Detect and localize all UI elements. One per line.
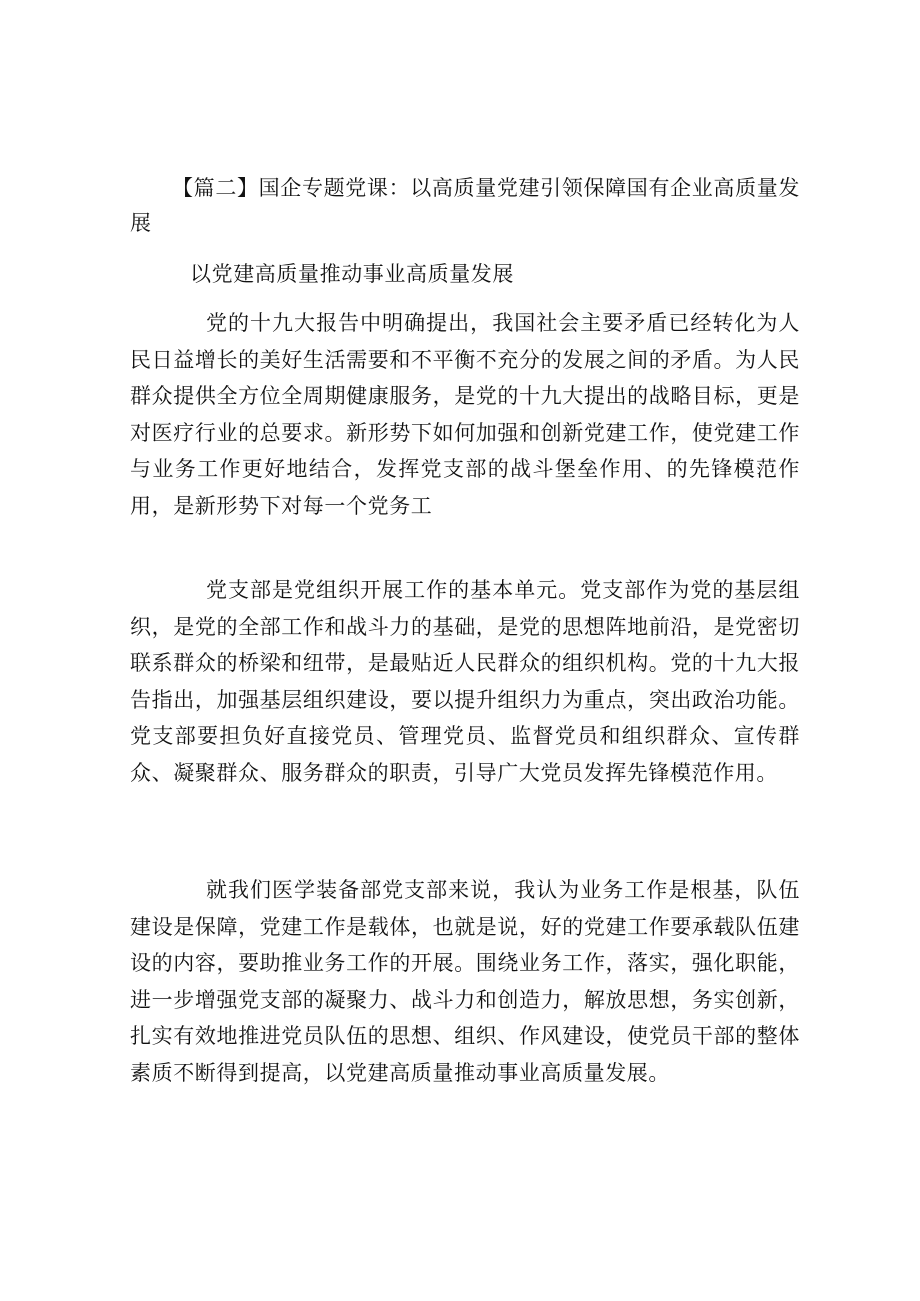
paragraph: 党支部是党组织开展工作的基本单元。党支部作为党的基层组织，是党的全部工作和战斗力的基础，是党的思想阵地前沿，是党密切联系群众的桥梁和纽带，是最贴近人民群众的组织机构。党的十九大报告指出，加强基层组织建设，要以提升组织力为重点，突出政治功能。党支部要担负好直接党员、管理党员、监督党员和组织群众、宣传群众、凝聚群众、服务群众的职责，引导广大党员发挥先锋模范作用。: [130, 578, 800, 785]
document-title: 【篇二】国企专题党课：以高质量党建引领保障国有企业高质量发展: [130, 176, 800, 235]
paragraph: 就我们医学装备部党支部来说，我认为业务工作是根基，队伍建设是保障，党建工作是载体，也就是说，好的党建工作要承载队伍建设的内容，要助推业务工作的开展。围绕业务工作，落实，强化职能，进一步增强党支部的凝聚力、战斗力和创造力，解放思想，务实创新，扎实有效地推进党员队伍的思想、组织、作风建设，使党员干部的整体素质不断得到提高，以党建高质量推动事业高质量发展。: [130, 878, 800, 1085]
document-subtitle: 以党建高质量推动事业高质量发展: [190, 262, 514, 286]
paragraph: 党的十九大报告中明确提出，我国社会主要矛盾已经转化为人民日益增长的美好生活需要和不平衡不充分的发展之间的矛盾。为人民群众提供全方位全周期健康服务，是党的十九大提出的战略目标，更是对医疗行业的总要求。新形势下如何加强和创新党建工作，使党建工作与业务工作更好地结合，发挥党支部的战斗堡垒作用、的先锋模范作用，是新形势下对每一个党务工: [130, 311, 800, 518]
